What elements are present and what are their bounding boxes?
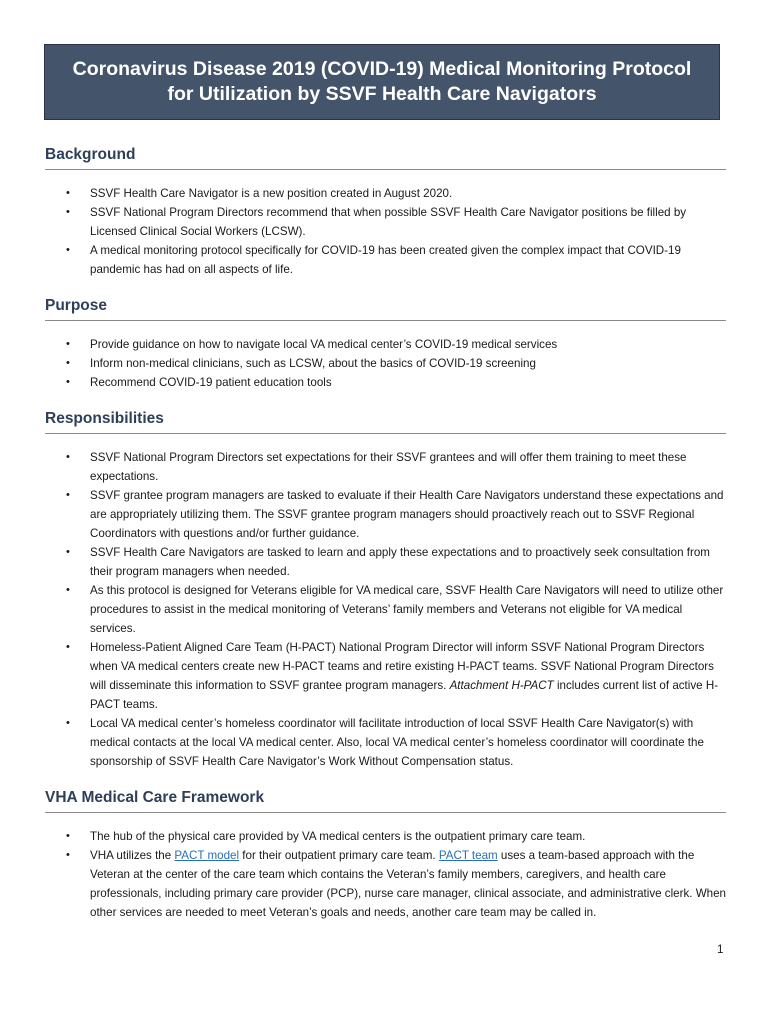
bullet-icon: • (66, 849, 70, 861)
bullet-icon: • (66, 187, 70, 199)
bullet-icon: • (66, 206, 70, 218)
bullet-icon: • (66, 357, 70, 369)
page-number: 1 (717, 943, 724, 956)
bullet-list-responsibilities (45, 448, 726, 771)
list-item: • A medical monitoring protocol specifically for COVID-19 has been created given the complex impact that COVID-19 pandemic has had on all aspects of life. (45, 241, 726, 279)
section-background (45, 146, 726, 279)
section-responsibilities (45, 410, 726, 771)
section-heading-responsibilities: Responsibilities (45, 410, 726, 434)
bullet-icon: • (66, 717, 70, 729)
list-item: • SSVF grantee program managers are tasked to evaluate if their Health Care Navigators understand these expectations and are appropriately utilizing them. The SSVF grantee program managers should proactively reach out to SSVF Regional Coordinators with questions and/or further guidance. (45, 486, 726, 543)
list-item: • VHA utilizes the PACT model for their outpatient primary care team. PACT team uses a team-based approach with the Veteran at the center of the care team which contains the Veteran’s family members, caregivers, and health care professionals, including primary care provider (PCP), nurse care manager, clinical associate, and administrative clerk. When other services are needed to meet Veteran’s goals and needs, another care team may be called in. (45, 846, 726, 922)
bullet-list-purpose (45, 335, 726, 392)
pact-model-link[interactable]: PACT model (174, 849, 240, 862)
bullet-icon: • (66, 376, 70, 388)
list-item: • SSVF Health Care Navigator is a new position created in August 2020. (45, 184, 726, 203)
list-item: • SSVF Health Care Navigators are tasked to learn and apply these expectations and to proactively seek consultation from their program managers when needed. (45, 543, 726, 581)
bullet-icon: • (66, 489, 70, 501)
bullet-icon: • (66, 244, 70, 256)
document-title-banner (44, 44, 720, 120)
section-heading-background: Background (45, 146, 726, 170)
section-vha-framework (45, 789, 726, 922)
attachment-reference: Attachment H-PACT (449, 679, 554, 692)
list-item: • As this protocol is designed for Veterans eligible for VA medical care, SSVF Health Care Navigators will need to utilize other procedures to assist in the medical monitoring of Veterans’ family members and Veterans not eligible for VA medical services. (45, 581, 726, 638)
bullet-icon: • (66, 641, 70, 653)
bullet-icon: • (66, 338, 70, 350)
bullet-icon: • (66, 584, 70, 596)
list-item: • Recommend COVID-19 patient education tools (45, 373, 726, 392)
list-item: • Local VA medical center’s homeless coordinator will facilitate introduction of local SSVF Health Care Navigator(s) with medical contacts at the local VA medical center. Also, local VA medical center’s homeless coordinator will coordinate the sponsorship of SSVF Health Care Navigator’s Work Without Compensation status. (45, 714, 726, 771)
list-item: • Homeless-Patient Aligned Care Team (H-PACT) National Program Director will inform SSVF National Program Directors when VA medical centers create new H-PACT teams and retire existing H-PACT teams. SSVF National Program Directors will disseminate this information to SSVF grantee program managers. Attachment H-PACT includes current list of active H-PACT teams. (45, 638, 726, 714)
title-line-1: Coronavirus Disease 2019 (COVID-19) Medical Monitoring Protocol (72, 58, 692, 80)
section-heading-vha-framework: VHA Medical Care Framework (45, 789, 726, 813)
bullet-list-framework (45, 827, 726, 922)
title-line-2: for Utilization by SSVF Health Care Navigators (167, 83, 597, 105)
list-item: • The hub of the physical care provided by VA medical centers is the outpatient primary care team. (45, 827, 726, 846)
section-purpose (45, 297, 726, 392)
section-heading-purpose: Purpose (45, 297, 726, 321)
bullet-icon: • (66, 546, 70, 558)
bullet-icon: • (66, 830, 70, 842)
pact-team-link[interactable]: PACT team (438, 849, 498, 862)
list-item: • Inform non-medical clinicians, such as LCSW, about the basics of COVID-19 screening (45, 354, 726, 373)
list-item: • SSVF National Program Directors set expectations for their SSVF grantees and will offer them training to meet these expectations. (45, 448, 726, 486)
list-item: • SSVF National Program Directors recommend that when possible SSVF Health Care Navigator positions be filled by Licensed Clinical Social Workers (LCSW). (45, 203, 726, 241)
bullet-icon: • (66, 451, 70, 463)
bullet-list-background (45, 184, 726, 279)
list-item: • Provide guidance on how to navigate local VA medical center’s COVID-19 medical services (45, 335, 726, 354)
